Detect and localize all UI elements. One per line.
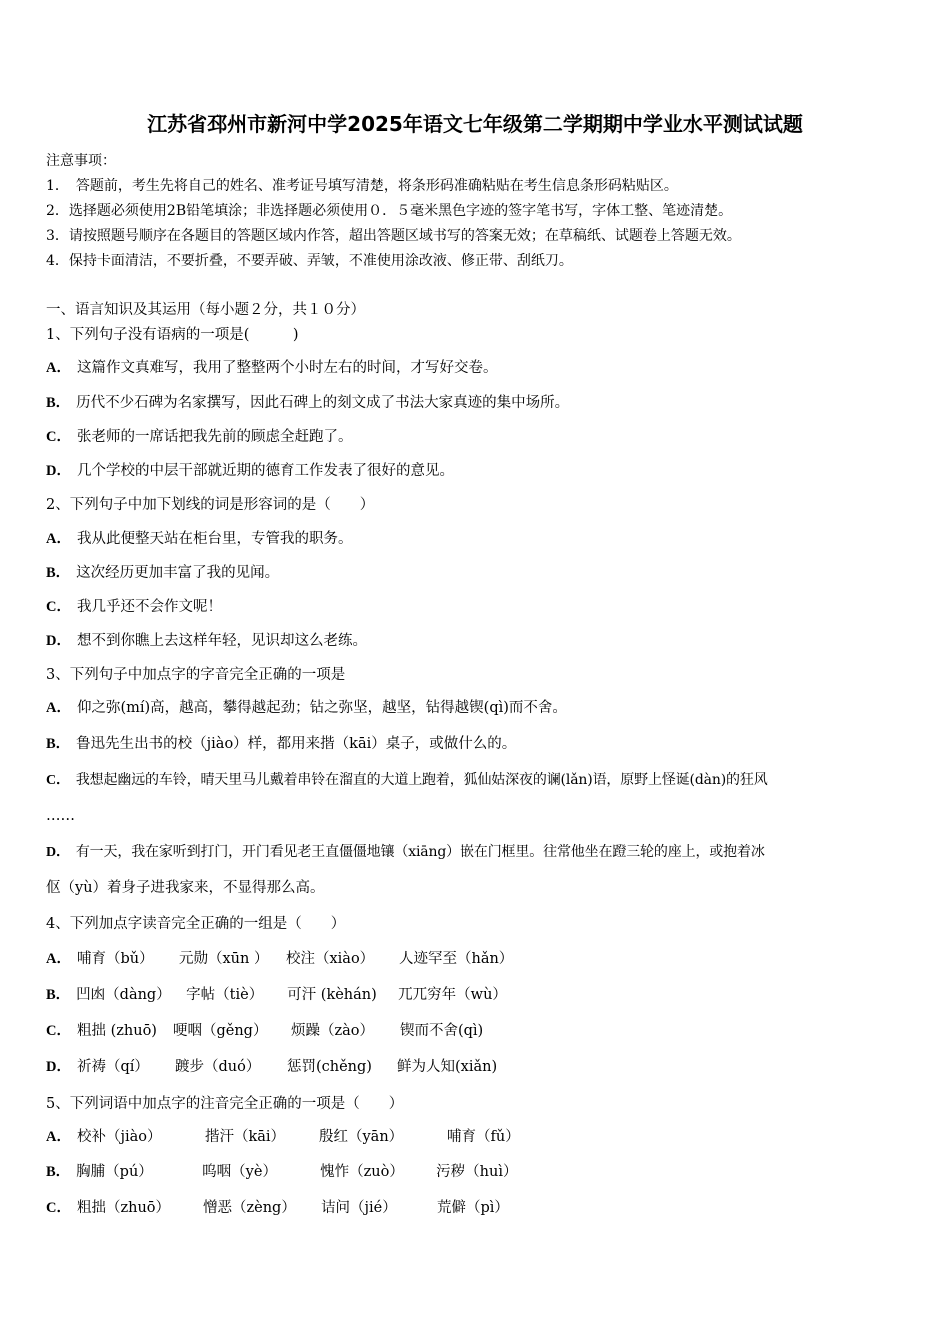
option-letter: C． — [46, 1023, 71, 1039]
option-cell: 校补（jiào） — [76, 1129, 162, 1145]
notice-heading: 注意事项： — [46, 153, 116, 169]
option-line — [46, 698, 567, 718]
option-row — [46, 1021, 483, 1041]
option-row — [46, 1162, 518, 1182]
option-line — [46, 461, 454, 481]
notice-item: 3．请按照题号顺序在各题目的答题区域内作答，超出答题区域书写的答案无效；在草稿纸、试题卷上答题无效。 — [46, 228, 741, 244]
section-heading: 一、语言知识及其运用（每小题２分，共１０分） — [46, 302, 365, 318]
option-letter: B． — [46, 1164, 71, 1180]
option-letter: A． — [46, 531, 71, 547]
option-line — [46, 842, 765, 863]
option-text: 我想起幽远的车铃，晴天里马儿戴着串铃在溜直的大道上跑着，狐仙姑深夜的谰(lǎn)语，原野上怪诞(dàn)的狂风 — [75, 772, 768, 788]
option-line — [46, 427, 352, 447]
option-letter: B． — [46, 395, 71, 411]
option-text: 仰之弥(mí)高，越高，攀得越起劲；钻之弥坚，越坚，钻得越锲(qì)而不舍。 — [76, 700, 567, 716]
option-cell: 憎恶（zèng） — [202, 1200, 296, 1216]
option-cell: 荒僻（pì） — [436, 1200, 509, 1216]
option-cell: 校注（xiào） — [285, 951, 375, 967]
option-letter: B． — [46, 736, 71, 752]
option-continuation: 伛（yù）着身子进我家来，不显得那么高。 — [46, 880, 325, 896]
option-text: 张老师的一席话把我先前的顾虑全赶跑了。 — [76, 429, 353, 445]
option-text: 这篇作文真难写，我用了整整两个小时左右的时间，才写好交卷。 — [76, 360, 498, 376]
option-text: 鲁迅先生出书的校（jiào）样，都用来揩（kāi）桌子，或做什么的。 — [76, 736, 517, 752]
option-cell: 踱步（duó） — [174, 1059, 261, 1075]
option-line — [46, 563, 279, 583]
option-row — [46, 1127, 520, 1147]
option-letter: C． — [46, 1200, 71, 1216]
option-cell: 凹凼（dàng） — [76, 987, 171, 1003]
notice-item: 4．保持卡面清洁，不要折叠，不要弄破、弄皱，不准使用涂改液、修正带、刮纸刀。 — [46, 253, 573, 269]
option-line — [46, 529, 352, 549]
option-cell: 烦躁（zào） — [290, 1023, 374, 1039]
option-text: 历代不少石碑为名家撰写，因此石碑上的刻文成了书法大家真迹的集中场所。 — [76, 395, 570, 411]
question-stem: 3、下列句子中加点字的字音完全正确的一项是 — [46, 667, 346, 683]
option-cell: 哺育（bǔ） — [76, 951, 154, 967]
option-cell: 字帖（tiè） — [186, 987, 264, 1003]
option-letter: B． — [46, 565, 71, 581]
option-cell: 愧怍（zuò） — [320, 1164, 404, 1180]
option-row — [46, 949, 513, 969]
option-cell: 元勋（xūn ） — [178, 951, 269, 967]
option-letter: C． — [46, 429, 71, 445]
option-text: 这次经历更加丰富了我的见闻。 — [76, 565, 280, 581]
option-letter: A． — [46, 951, 71, 967]
option-cell: 呜咽（yè） — [202, 1164, 277, 1180]
option-row — [46, 1057, 497, 1077]
option-continuation: …… — [46, 808, 75, 824]
option-cell: 惩罚(chěng) — [286, 1059, 372, 1075]
option-cell: 污秽（huì） — [436, 1164, 518, 1180]
exam-title: 江苏省邳州市新河中学2025年语文七年级第二学期期中学业水平测试试题 — [147, 112, 803, 136]
option-line — [46, 358, 497, 378]
option-cell: 哽咽（gěng） — [172, 1023, 268, 1039]
option-letter: D． — [46, 463, 71, 479]
option-line — [46, 597, 222, 617]
option-cell: 兀兀穷年（wù） — [398, 987, 507, 1003]
option-text: 我从此便整天站在柜台里，专管我的职务。 — [76, 531, 353, 547]
option-cell: 可汗 (kèhán) — [287, 987, 377, 1003]
option-row — [46, 985, 507, 1005]
option-cell: 祈祷（qí） — [76, 1059, 149, 1075]
option-text: 我几乎还不会作文呢！ — [76, 599, 222, 615]
option-line — [46, 734, 516, 754]
option-cell: 粗拙 (zhuō) — [76, 1023, 157, 1039]
option-cell: 诘问（jié） — [320, 1200, 397, 1216]
question-stem: 5、下列词语中加点字的注音完全正确的一项是（ ） — [46, 1096, 404, 1112]
option-letter: C． — [46, 773, 70, 788]
option-cell: 揩汗（kāi） — [204, 1129, 286, 1145]
option-letter: D． — [46, 1059, 71, 1075]
question-stem: 4、下列加点字读音完全正确的一组是（ ） — [46, 916, 346, 932]
option-cell: 锲而不舍(qì) — [399, 1023, 484, 1039]
option-letter: D． — [46, 845, 70, 860]
option-line — [46, 770, 768, 791]
option-cell: 人迹罕至（hǎn） — [398, 951, 514, 967]
question-stem: 1、下列句子没有语病的一项是( ) — [46, 327, 299, 343]
option-line — [46, 631, 367, 651]
option-text: 想不到你瞧上去这样年轻，见识却这么老练。 — [76, 633, 367, 649]
question-stem: 2、下列句子中加下划线的词是形容词的是（ ） — [46, 497, 375, 513]
option-letter: A． — [46, 360, 71, 376]
option-cell: 鲜为人知(xiǎn) — [396, 1059, 498, 1075]
option-cell: 殷红（yān） — [318, 1129, 404, 1145]
notice-item: 1． 答题前，考生先将自己的姓名、准考证号填写清楚，将条形码准确粘贴在考生信息条形码粘贴区。 — [46, 178, 678, 194]
option-cell: 哺育（fǔ） — [446, 1129, 520, 1145]
option-letter: A． — [46, 1129, 71, 1145]
option-text: 几个学校的中层干部就近期的德育工作发表了很好的意见。 — [76, 463, 454, 479]
option-letter: A． — [46, 700, 71, 716]
option-cell: 粗拙（zhuō） — [76, 1200, 171, 1216]
option-text: 有一天，我在家听到打门，开门看见老王直僵僵地镶（xiāng）嵌在门框里。往常他坐在蹬三轮的座上，或抱着冰 — [75, 844, 765, 860]
option-letter: C． — [46, 599, 71, 615]
option-line — [46, 393, 569, 413]
option-letter: B． — [46, 987, 71, 1003]
option-letter: D． — [46, 633, 71, 649]
option-cell: 胸脯（pú） — [76, 1164, 153, 1180]
option-row — [46, 1198, 509, 1218]
notice-item: 2．选择题必须使用2B铅笔填涂；非选择题必须使用０．５毫米黑色字迹的签字笔书写，字体工整、笔迹清楚。 — [46, 203, 733, 219]
